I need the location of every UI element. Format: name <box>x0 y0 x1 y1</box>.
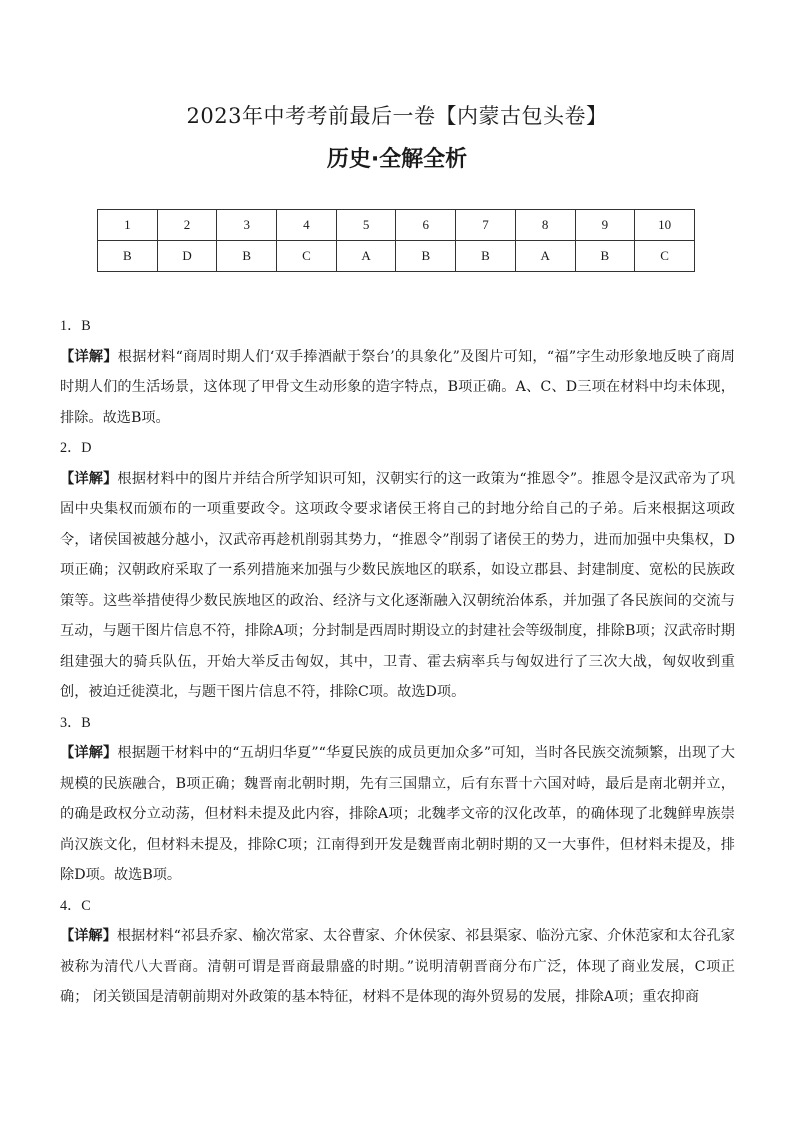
answer-cell: D <box>157 241 217 272</box>
question-number-cell: 2 <box>157 210 217 241</box>
answer-cell: B <box>217 241 277 272</box>
explanation-tag: 【详解】 <box>60 745 118 761</box>
document-subtitle: 历史·全解全析 <box>326 147 468 172</box>
explanation-tag: 【详解】 <box>60 928 117 944</box>
question-number-cell: 10 <box>635 210 695 241</box>
question-2-explanation <box>60 464 735 708</box>
question-4-explanation <box>60 921 735 1013</box>
answer-cell: A <box>336 241 396 272</box>
explanations <box>60 311 735 1013</box>
question-3-explanation <box>60 738 735 891</box>
question-4-answer: 4．C <box>60 897 91 914</box>
question-2-answer: 2．D <box>60 440 92 456</box>
explanation-tag: 【详解】 <box>60 348 118 365</box>
explanation-text: 根据材料“祁县乔家、榆次常家、太谷曹家、介休侯家、祁县渠家、临汾亢家、介休范家和太谷孔家被称为清代八大晋商。清朝可谓是晋商最鼎盛的时期。”说明清朝晋商分布广泛，体现了商业发展，C项正确； 闭关锁国是清朝前期对外政策的基本特征，材料不是体现的海外贸易的发展，排除A项；重农抑商 <box>60 928 735 1005</box>
explanation-tag: 【详解】 <box>60 470 118 487</box>
explanation-text: 根据材料“商周时期人们‘双手捧酒献于祭台’的具象化”及图片可知，“福”字生动形象地反映了商周时期人们的生活场景，这体现了甲骨文生动形象的造字特点，B项正确。A、C、D三项在材料中均未体现，排除。故选B项。 <box>60 348 735 426</box>
answer-cell: B <box>98 241 158 272</box>
answer-table-number-row <box>98 210 695 241</box>
question-number-cell: 9 <box>575 210 635 241</box>
explanation-text: 根据材料中的图片并结合所学知识可知，汉朝实行的这一政策为“推恩令”。推恩令是汉武帝为了巩固中央集权而颁布的一项重要政令。这项政令要求诸侯王将自己的封地分给自己的子弟。后来根据这项政令，诸侯国被越分越小，汉武帝再趁机削弱其势力，“推恩令”削弱了诸侯王的势力，进而加强中央集权，D项正确；汉朝政府采取了一系列措施来加强与少数民族地区的联系，如设立郡县、封建制度、宽松的民族政策等。这些举措使得少数民族地区的政治、经济与文化逐渐融入汉朝统治体系，并加强了各民族间的交流与互动，与题干图片信息不符，排除A项；分封制是西周时期设立的封建社会等级制度，排除B项；汉武帝时期组建强大的骑兵队伍，开始大举反击匈奴，其中，卫青、霍去病率兵与匈奴进行了三次大战，匈奴收到重创，被迫迁徙漠北，与题干图片信息不符，排除C项。故选D项。 <box>60 470 735 700</box>
question-number-cell: 3 <box>217 210 277 241</box>
question-number-cell: 6 <box>396 210 456 241</box>
answer-cell: B <box>575 241 635 272</box>
question-number-cell: 1 <box>98 210 158 241</box>
answer-cell: B <box>396 241 456 272</box>
answer-cell: A <box>515 241 575 272</box>
explanation-text: 根据题干材料中的“五胡归华夏”“华夏民族的成员更加众多”可知，当时各民族交流频繁，出现了大规模的民族融合，B项正确；魏晋南北朝时期，先有三国鼎立，后有东晋十六国对峙，最后是南北朝并立，的确是政权分立动荡，但材料未提及此内容，排除A项；北魏孝文帝的汉化改革，的确体现了北魏鲜卑族崇尚汉族文化，但材料未提及，排除C项；江南得到开发是魏晋南北朝时期的又一大事件，但材料未提及，排除D项。故选B项。 <box>60 745 735 883</box>
answer-table <box>97 209 695 272</box>
question-number-cell: 8 <box>515 210 575 241</box>
answer-cell: C <box>635 241 695 272</box>
document-title: 2023年中考考前最后一卷【内蒙古包头卷】 <box>186 104 608 128</box>
question-3-answer: 3．B <box>60 714 91 731</box>
question-1-explanation <box>60 342 735 434</box>
question-number-cell: 5 <box>336 210 396 241</box>
answer-cell: B <box>456 241 516 272</box>
question-number-cell: 4 <box>277 210 337 241</box>
answer-table-answer-row <box>98 241 695 272</box>
question-1-answer: 1．B <box>60 318 91 334</box>
question-number-cell: 7 <box>456 210 516 241</box>
answer-cell: C <box>277 241 337 272</box>
